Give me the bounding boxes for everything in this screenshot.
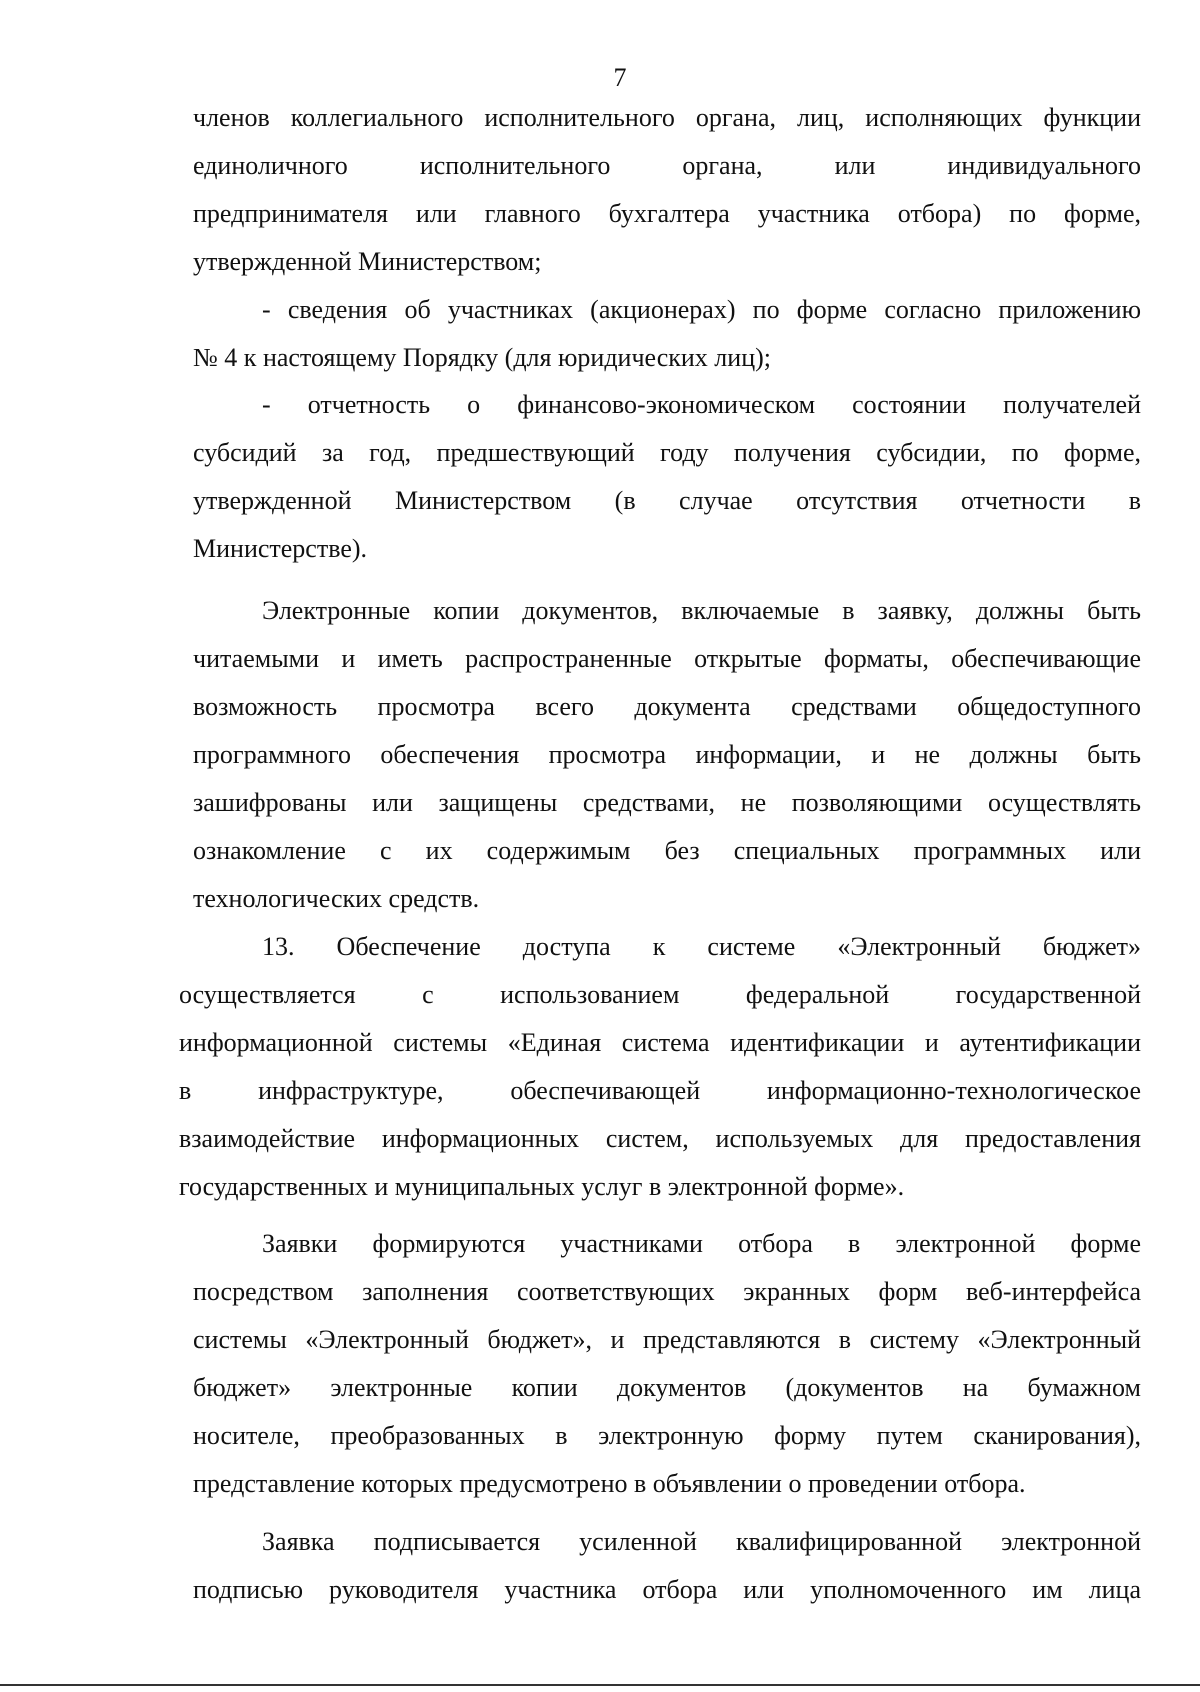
text-line: утвержденной Министерством (в случае отсутствия отчетности в (193, 486, 1141, 515)
text-line: предпринимателя или главного бухгалтера участника отбора) по форме, (193, 199, 1141, 228)
text-line: членов коллегиального исполнительного органа, лиц, исполняющих функции (193, 103, 1141, 132)
text-line: - отчетность о финансово-экономическом состоянии получателей (262, 390, 1141, 419)
text-line: осуществляется с использованием федеральной государственной (179, 980, 1141, 1009)
text-line: 13. Обеспечение доступа к системе «Электронный бюджет» (262, 932, 1141, 961)
text-line: № 4 к настоящему Порядку (для юридических лиц); (193, 343, 771, 372)
text-line: бюджет» электронные копии документов (документов на бумажном (193, 1373, 1141, 1402)
text-line: единоличного исполнительного органа, или индивидуального (193, 151, 1141, 180)
text-line: Электронные копии документов, включаемые в заявку, должны быть (262, 596, 1141, 625)
text-line: технологических средств. (193, 884, 480, 913)
text-line: взаимодействие информационных систем, используемых для предоставления (179, 1124, 1141, 1153)
text-line: ознакомление с их содержимым без специальных программных или (193, 836, 1141, 865)
text-line: утвержденной Министерством; (193, 247, 542, 276)
text-line: в инфраструктуре, обеспечивающей информационно-технологическое (179, 1076, 1141, 1105)
text-line: читаемыми и иметь распространенные открытые форматы, обеспечивающие (193, 644, 1141, 673)
text-line: Заявки формируются участниками отбора в электронной форме (262, 1229, 1141, 1258)
text-line: субсидий за год, предшествующий году получения субсидии, по форме, (193, 438, 1141, 467)
text-line: государственных и муниципальных услуг в электронной форме». (179, 1172, 905, 1201)
page-bottom-rule (0, 1684, 1200, 1686)
text-line: подписью руководителя участника отбора или уполномоченного им лица (193, 1575, 1141, 1604)
text-line: зашифрованы или защищены средствами, не позволяющими осуществлять (193, 788, 1141, 817)
text-line: носителе, преобразованных в электронную форму путем сканирования), (193, 1421, 1141, 1450)
text-line: посредством заполнения соответствующих экранных форм веб-интерфейса (193, 1277, 1141, 1306)
text-line: представление которых предусмотрено в объявлении о проведении отбора. (193, 1469, 1026, 1498)
text-line: возможность просмотра всего документа средствами общедоступного (193, 692, 1141, 721)
text-line: - сведения об участниках (акционерах) по форме согласно приложению (262, 295, 1141, 324)
page-number: 7 (613, 63, 627, 92)
text-line: Заявка подписывается усиленной квалифицированной электронной (262, 1527, 1141, 1556)
text-line: Министерстве). (193, 534, 368, 563)
text-line: системы «Электронный бюджет», и представляются в систему «Электронный (193, 1325, 1141, 1354)
text-line: информационной системы «Единая система идентификации и аутентификации (179, 1028, 1141, 1057)
text-line: программного обеспечения просмотра информации, и не должны быть (193, 740, 1141, 769)
